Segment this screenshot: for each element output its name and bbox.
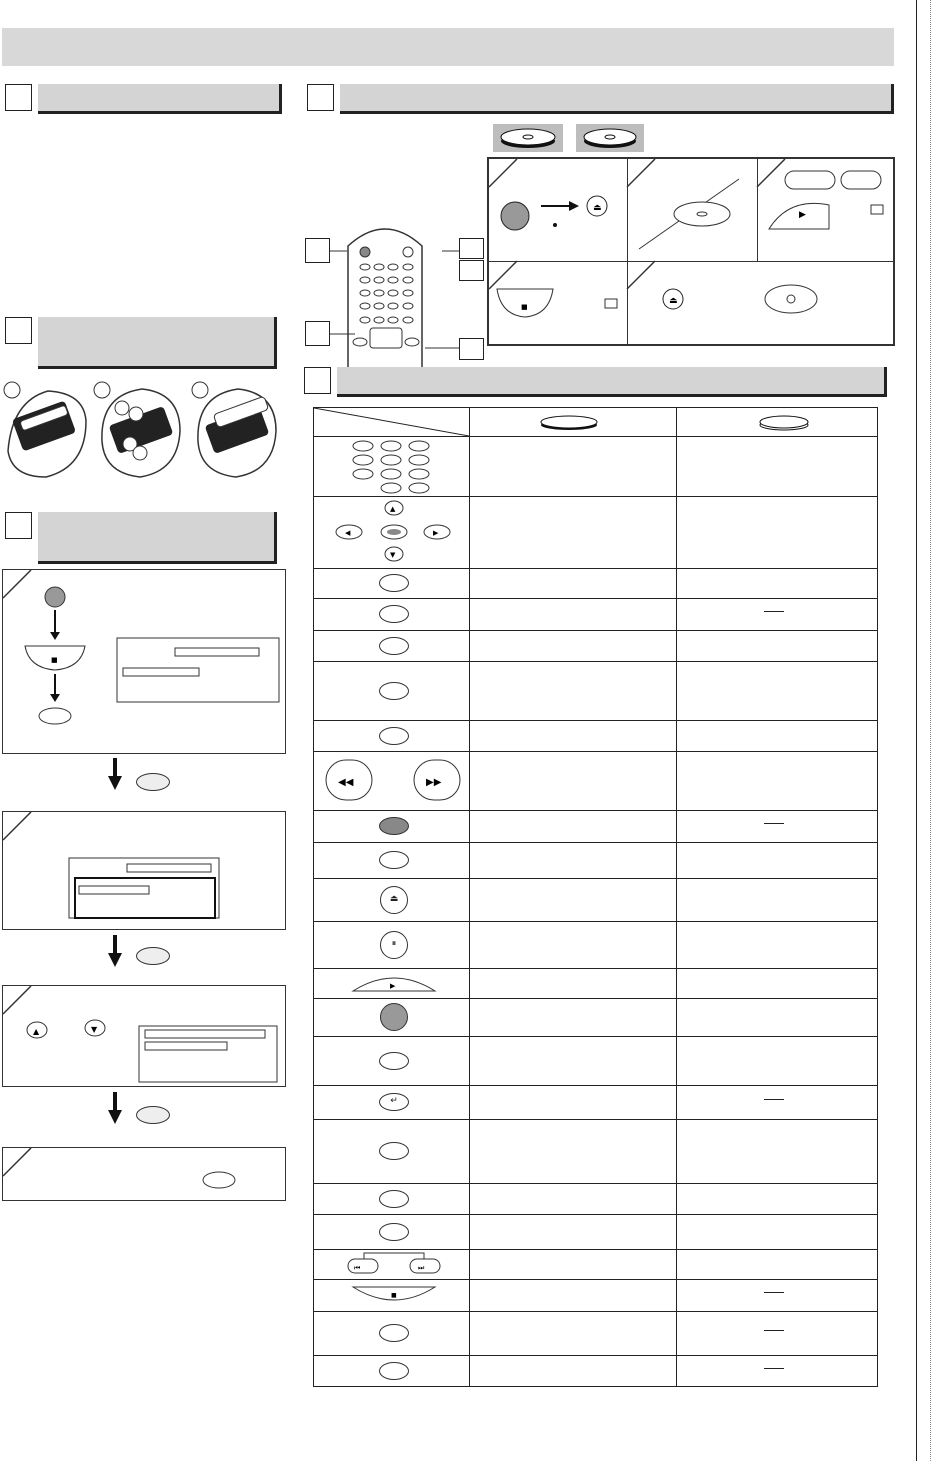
- svg-text:▼: ▼: [390, 551, 396, 559]
- flow-arrow-3: [113, 1092, 117, 1112]
- svg-text:▶: ▶: [799, 210, 806, 220]
- table-row: [314, 810, 876, 842]
- section-3-number: [5, 317, 32, 344]
- table-corner-diagonal: [314, 408, 469, 436]
- svg-text:■: ■: [51, 656, 58, 664]
- setup-step-4: [2, 1147, 286, 1201]
- flow-arrow-1: [113, 758, 117, 778]
- setup-step-2: [2, 811, 286, 930]
- remote-button-icon: [379, 727, 409, 745]
- remote-button-icon: [379, 682, 409, 700]
- not-applicable-dash: [764, 1292, 784, 1293]
- fold-line: [916, 0, 917, 1461]
- page-header-bar: [2, 28, 894, 66]
- arrow-keys-icon: [329, 498, 459, 566]
- table-row: [314, 751, 876, 810]
- enter-button-hint-3: [136, 1106, 170, 1124]
- table-row: [314, 661, 876, 720]
- remote-button-icon: [379, 1052, 409, 1070]
- table-row: [314, 968, 876, 998]
- pause-button-icon: ⏸: [380, 931, 408, 959]
- svg-text:⏏: ⏏: [669, 296, 678, 306]
- svg-text:◀: ◀: [345, 529, 351, 537]
- remote-button-icon: [379, 605, 409, 623]
- svg-text:▲: ▲: [33, 1027, 40, 1036]
- setup-step-4-illustration: [3, 1148, 287, 1202]
- remote-button-icon: [380, 1003, 408, 1031]
- table-row: [314, 568, 876, 598]
- table-row: [314, 1183, 876, 1214]
- table-row: [314, 1279, 876, 1311]
- table-row: [314, 1355, 876, 1386]
- disc-cd-icon: [576, 124, 644, 152]
- table-row: [314, 436, 876, 496]
- svg-text:■: ■: [391, 1292, 397, 1299]
- flow-arrow-3-head: [108, 1110, 122, 1124]
- disc-badge-cd: [576, 124, 644, 152]
- enter-button-hint-2: [136, 947, 170, 965]
- remote-button-icon: [379, 1142, 409, 1160]
- table-row: [314, 1214, 876, 1249]
- section-3-header: [38, 317, 277, 369]
- rew-ffw-buttons-icon: [324, 756, 464, 806]
- setup-step-3-illustration: [3, 986, 287, 1088]
- table-row: [314, 720, 876, 751]
- table-row: [314, 1119, 876, 1183]
- cut-line: [930, 0, 931, 1461]
- not-applicable-dash: [764, 611, 784, 612]
- table-row: [314, 998, 876, 1036]
- table-row: [314, 1311, 876, 1355]
- remote-button-icon: [379, 637, 409, 655]
- setup-step-3: [2, 985, 286, 1087]
- disc-dvd-icon: [493, 124, 563, 152]
- setup-step-1: [2, 569, 286, 754]
- section-1-header: [38, 84, 282, 114]
- not-applicable-dash: [764, 1368, 784, 1369]
- table-row: [314, 630, 876, 661]
- table-row: [314, 598, 876, 630]
- number-keypad-icon: [349, 438, 439, 494]
- remote-button-icon: [379, 1324, 409, 1342]
- remote-button-icon: [379, 1190, 409, 1208]
- section-2-number: [307, 84, 334, 111]
- section-2-header: [340, 84, 894, 114]
- stop-button-icon: [349, 1283, 439, 1307]
- button-function-table: [313, 407, 878, 1387]
- svg-text:⏮: ⏮: [354, 1264, 361, 1272]
- disc-badge-dvd: [493, 124, 563, 152]
- skip-buttons-icon: [344, 1251, 444, 1277]
- table-row: [314, 842, 876, 878]
- table-row: [314, 1085, 876, 1119]
- play-button-icon: [349, 971, 439, 995]
- svg-text:▶: ▶: [390, 982, 396, 990]
- table-row: [314, 1249, 876, 1279]
- svg-text:▶▶: ▶▶: [426, 776, 442, 788]
- svg-text:▼: ▼: [91, 1025, 98, 1034]
- table-row: [314, 496, 876, 568]
- quick-steps-panel: [487, 157, 895, 346]
- flow-arrow-1-head: [108, 776, 122, 790]
- section-4-header: [38, 512, 277, 564]
- table-row: [314, 921, 876, 968]
- setup-step-2-illustration: [3, 812, 287, 931]
- section-4-number: [5, 512, 32, 539]
- setup-step-1-illustration: [3, 570, 287, 755]
- remote-button-icon: [379, 817, 409, 835]
- remote-button-icon: [379, 851, 409, 869]
- svg-text:⏏: ⏏: [593, 203, 602, 213]
- section-1-number: [5, 84, 32, 111]
- table-row: [314, 1036, 876, 1085]
- table-row: [314, 878, 876, 921]
- section-5-number: [304, 367, 331, 394]
- not-applicable-dash: [764, 1330, 784, 1331]
- remote-button-icon: [379, 574, 409, 592]
- table-header-cd-icon: [754, 411, 814, 433]
- callout-lines: [305, 220, 485, 360]
- svg-text:▶: ▶: [433, 529, 439, 537]
- return-button-icon: ↵: [379, 1093, 409, 1111]
- svg-text:◀◀: ◀◀: [338, 776, 354, 788]
- flow-arrow-2-head: [108, 953, 122, 967]
- flow-arrow-2: [113, 935, 117, 955]
- not-applicable-dash: [764, 1099, 784, 1100]
- svg-text:■: ■: [521, 303, 528, 311]
- svg-text:▲: ▲: [390, 505, 396, 513]
- step-corner-marks: [489, 159, 893, 344]
- svg-text:⏭: ⏭: [418, 1264, 425, 1272]
- table-header-dvd-icon: [534, 411, 604, 433]
- battery-install-illustration: [2, 381, 282, 486]
- remote-button-icon: [379, 1362, 409, 1380]
- section-5-header: [337, 367, 887, 397]
- remote-button-icon: [379, 1223, 409, 1241]
- eject-button-icon: ⏏: [380, 886, 408, 914]
- not-applicable-dash: [764, 823, 784, 824]
- enter-button-hint-1: [136, 773, 170, 791]
